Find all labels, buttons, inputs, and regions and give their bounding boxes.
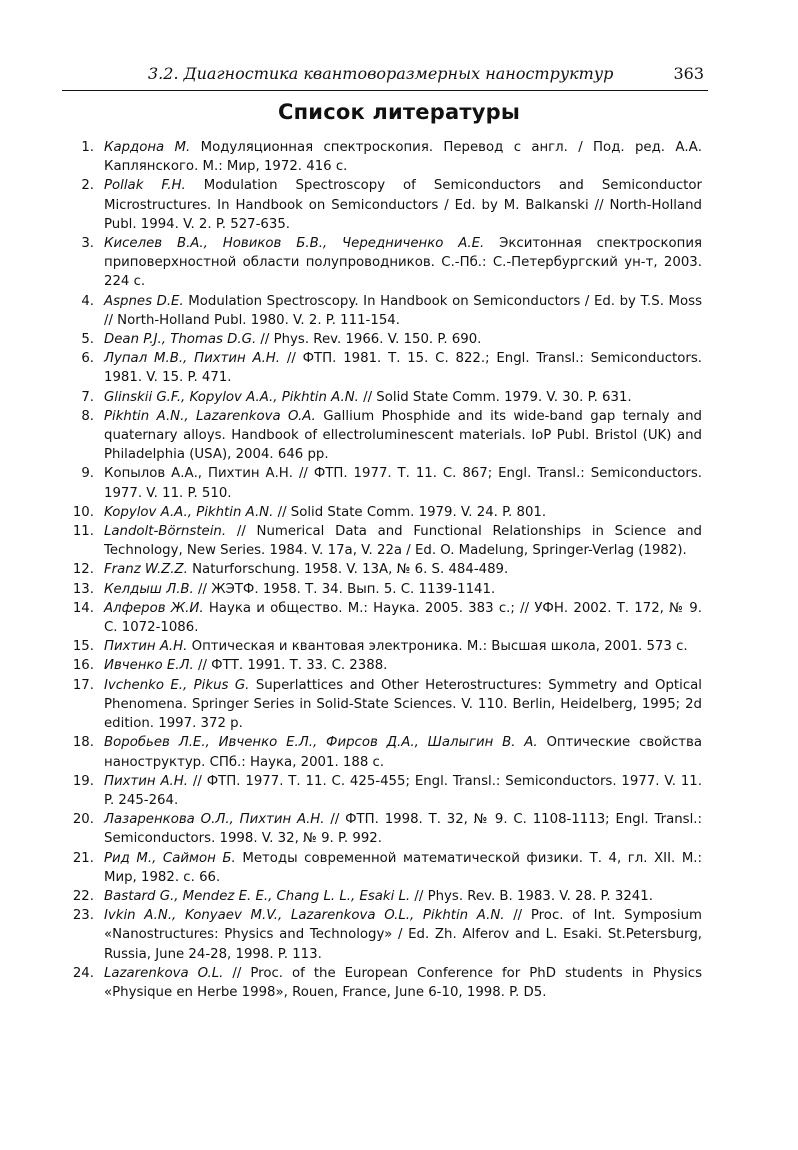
reference-number: 16. <box>72 658 94 674</box>
reference-item <box>72 810 702 848</box>
reference-authors: Ивченко Е.Л. <box>104 658 194 674</box>
reference-number: 12. <box>72 562 94 578</box>
reference-text: // ФТП. 1998. Т. 32, № 9. С. 1108-1113; Engl. Transl.: Semiconductors. 1998. V. 32, № 9. P. 992. <box>104 812 702 847</box>
reference-authors: Киселев В.А., Новиков Б.В., Чередниченко А.Е. <box>104 236 485 252</box>
reference-number: 11. <box>72 524 94 540</box>
reference-authors: Pollak F.H. <box>104 178 186 194</box>
reference-number: 14. <box>72 600 94 616</box>
reference-number: 5. <box>81 332 94 348</box>
reference-authors: Келдыш Л.В. <box>104 581 194 597</box>
reference-authors: Landolt-Börnstein. <box>104 524 227 540</box>
reference-authors: Dean P.J., Thomas D.G. <box>104 332 257 348</box>
reference-text: // Numerical Data and Functional Relationships in Science and Technology, New Series. 1984. V. 17a, V. 22a / Ed. O. Madelung, Springer-Verlag (1982). <box>104 524 702 559</box>
reference-authors: Пихтин А.Н. <box>104 773 189 789</box>
reference-authors: Рид М., Саймон Б. <box>104 850 236 866</box>
reference-text: // ФТТ. 1991. Т. 33. С. 2388. <box>198 658 388 674</box>
reference-item <box>72 292 702 330</box>
reference-item <box>72 676 702 734</box>
reference-number: 3. <box>81 236 94 252</box>
reference-item <box>72 407 702 465</box>
reference-authors: Ivchenko E., Pikus G. <box>104 677 250 693</box>
reference-authors: Kopylov A.A., Pikhtin A.N. <box>104 504 274 520</box>
reference-text: // Proc. of Int. Symposium «Nanostructures: Physics and Technology» / Ed. Zh. Alferov and L. Esaki. St.Petersburg, Russia, June 24-28, 1998. P. 113. <box>104 908 702 962</box>
page-number: 363 <box>673 64 704 83</box>
reference-text: // Solid State Comm. 1979. V. 30. P. 631. <box>363 389 632 405</box>
reference-item <box>72 637 702 656</box>
reference-item <box>72 733 702 771</box>
reference-item <box>72 503 702 522</box>
reference-item <box>72 176 702 234</box>
reference-item <box>72 849 702 887</box>
reference-text: Копылов А.А., Пихтин А.Н. // ФТП. 1977. Т. 11. С. 867; Engl. Transl.: Semiconductors. 1977. V. 11. P. 510. <box>104 466 702 501</box>
reference-number: 24. <box>72 965 94 981</box>
reference-text: Экситонная спектроскопия приповерхностной области полупроводников. С.-Пб.: С.-Петербургский ун-т, 2003. 224 с. <box>104 236 702 290</box>
reference-authors: Bastard G., Mendez E. E., Chang L. L., Esaki L. <box>104 888 411 904</box>
reference-text: // Phys. Rev. 1966. V. 150. P. 690. <box>260 332 482 348</box>
reference-authors: Лупал М.В., Пихтин А.Н. <box>104 351 281 367</box>
reference-text: // ФТП. 1977. Т. 11. С. 425-455; Engl. Transl.: Semiconductors. 1977. V. 11. P. 245-264. <box>104 773 702 808</box>
reference-number: 19. <box>72 773 94 789</box>
running-header <box>62 62 708 91</box>
reference-item <box>72 522 702 560</box>
reference-item <box>72 560 702 579</box>
reference-text: Gallium Phosphide and its wide-band gap ternaly and quaternary alloys. Handbook of ellectroluminescent materials. IoP Publ. Bristol (UK) and Philadelphia (USA), 2004. 646 pp. <box>104 408 702 463</box>
reference-item <box>72 599 702 637</box>
reference-item <box>72 330 702 349</box>
reference-item <box>72 964 702 1002</box>
reference-text: Методы современной математической физики. Т. 4, гл. XII. М.: Мир, 1982. с. 66. <box>104 850 702 885</box>
reference-item <box>72 388 702 407</box>
reference-number: 10. <box>72 504 94 520</box>
reference-text: // Phys. Rev. B. 1983. V. 28. P. 3241. <box>414 888 653 904</box>
reference-item <box>72 234 702 292</box>
reference-item <box>72 580 702 599</box>
reference-number: 7. <box>81 389 94 405</box>
reference-authors: Aspnes D.E. <box>104 293 184 309</box>
reference-authors: Алферов Ж.И. <box>104 600 204 616</box>
reference-number: 20. <box>72 812 94 828</box>
reference-text: // Proc. of the European Conference for PhD students in Physics «Physique en Herbe 1998», Rouen, France, June 6-10, 1998. P. D5. <box>104 965 702 1000</box>
reference-number: 8. <box>81 408 94 424</box>
reference-text: Оптическая и квантовая электроника. М.: Высшая школа, 2001. 573 с. <box>191 639 688 655</box>
reference-text: Modulation Spectroscopy. In Handbook on Semiconductors / Ed. by T.S. Moss // North-Holland Publ. 1980. V. 2. P. 111-154. <box>104 293 702 328</box>
reference-text: Модуляционная спектроскопия. Перевод с англ. / Под. ред. А.А. Каплянского. М.: Мир, 1972. 416 с. <box>104 140 702 175</box>
reference-number: 9. <box>81 466 94 482</box>
reference-number: 4. <box>81 293 94 309</box>
reference-text: // ЖЭТФ. 1958. Т. 34. Вып. 5. С. 1139-1141. <box>198 581 496 597</box>
reference-number: 21. <box>72 850 94 866</box>
reference-number: 17. <box>72 677 94 693</box>
reference-number: 13. <box>72 581 94 597</box>
reference-item <box>72 772 702 810</box>
reference-number: 15. <box>72 639 94 655</box>
reference-list <box>72 138 702 1002</box>
reference-text: Superlattices and Other Heterostructures: Symmetry and Optical Phenomena. Springer Series in Solid-State Sciences. V. 110. Berlin, Heidelberg, 1995; 2d edition. 1997. 372 p. <box>104 677 702 732</box>
reference-text: Modulation Spectroscopy of Semiconductors and Semiconductor Microstructures. In Handbook on Semiconductors / Ed. by M. Balkanski // North-Holland Publ. 1994. V. 2. P. 527-635. <box>104 178 702 232</box>
reference-number: 23. <box>72 908 94 924</box>
reference-item <box>72 906 702 964</box>
section-title: 3.2. Диагностика квантоворазмерных наноструктур <box>148 64 614 83</box>
reference-number: 6. <box>81 351 94 367</box>
reference-authors: Лазаренкова О.Л., Пихтин А.Н. <box>104 812 325 828</box>
reference-number: 22. <box>72 888 94 904</box>
reference-item <box>72 656 702 675</box>
reference-text: Наука и общество. М.: Наука. 2005. 383 с.; // УФН. 2002. Т. 172, № 9. С. 1072-1086. <box>104 600 702 636</box>
reference-authors: Ivkin A.N., Konyaev M.V., Lazarenkova O.L., Pikhtin A.N. <box>104 908 505 924</box>
reference-authors: Glinskii G.F., Kopylov A.A., Pikhtin A.N. <box>104 389 359 405</box>
reference-authors: Кардона М. <box>104 140 191 155</box>
reference-item <box>72 887 702 906</box>
reference-authors: Пихтин А.Н. <box>104 639 188 655</box>
reference-text: // Solid State Comm. 1979. V. 24. P. 801. <box>277 504 547 520</box>
reference-text: // ФТП. 1981. Т. 15. С. 822.; Engl. Transl.: Semiconductors. 1981. V. 15. P. 471. <box>104 351 702 386</box>
reference-text: Naturforschung. 1958. V. 13A, № 6. S. 484-489. <box>192 562 509 578</box>
reference-text: Оптические свойства наноструктур. СПб.: Наука, 2001. 188 с. <box>104 735 702 770</box>
reference-authors: Franz W.Z.Z. <box>104 562 188 578</box>
reference-item <box>72 464 702 502</box>
reference-authors: Pikhtin A.N., Lazarenkova O.A. <box>104 408 316 424</box>
reference-number: 2. <box>81 178 94 194</box>
reference-number: 18. <box>72 735 94 751</box>
bibliography-title: Список литературы <box>277 100 521 124</box>
reference-authors: Воробьев Л.Е., Ивченко Е.Л., Фирсов Д.А., Шалыгин В. А. <box>104 735 538 751</box>
reference-item <box>72 349 702 387</box>
reference-number: 1. <box>81 140 94 155</box>
reference-item <box>72 138 702 176</box>
reference-authors: Lazarenkova O.L. <box>104 965 224 981</box>
